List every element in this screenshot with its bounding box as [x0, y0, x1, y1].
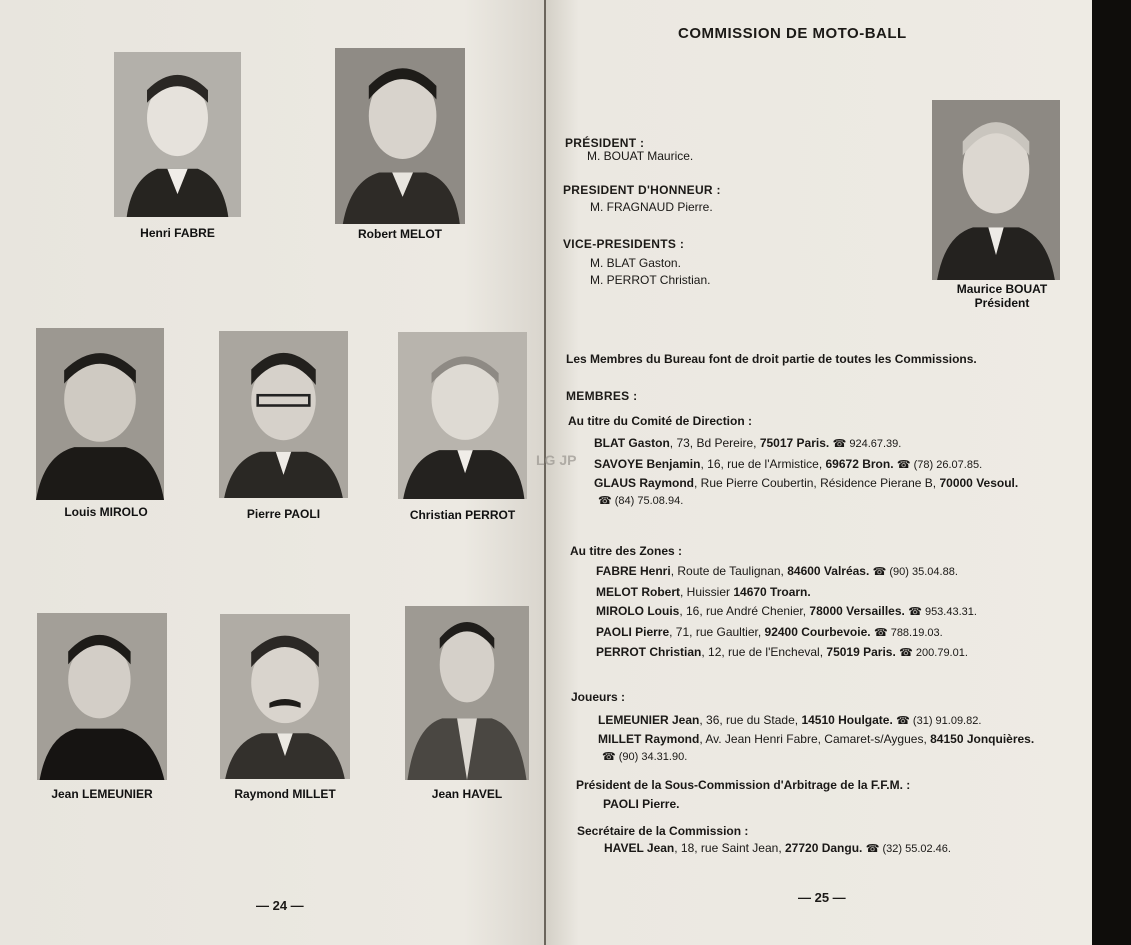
honorary-president-name: M. FRAGNAUD Pierre. — [590, 200, 713, 214]
honorary-president-label: PRESIDENT D'HONNEUR : — [563, 183, 721, 197]
member-phone: ☎ (90) 34.31.90. — [602, 751, 688, 763]
member-line: PAOLI Pierre, 71, rue Gaultier, 92400 Courbevoie. ☎ 788.19.03. — [596, 625, 943, 639]
watermark-logo: LG JP — [536, 452, 577, 468]
members-label: MEMBRES : — [566, 389, 638, 403]
caption-maurice-bouat-name: Maurice BOUAT — [956, 282, 1048, 296]
member-line: BLAT Gaston, 73, Bd Pereire, 75017 Paris. ☎ 924.67.39. — [594, 436, 902, 450]
photo-louis-mirolo — [36, 328, 164, 500]
direction-label: Au titre du Comité de Direction : — [568, 414, 753, 428]
photo-robert-melot — [335, 48, 465, 224]
bureau-note: Les Membres du Bureau font de droit partie de toutes les Commissions. — [566, 352, 977, 366]
member-line: LEMEUNIER Jean, 36, rue du Stade, 14510 Houlgate. ☎ (31) 91.09.82. — [598, 713, 982, 727]
president-name: M. BOUAT Maurice. — [587, 149, 694, 163]
page-number-left: — 24 — — [256, 898, 304, 913]
caption-jean-lemeunier: Jean LEMEUNIER — [51, 787, 153, 801]
secretary-label: Secrétaire de la Commission : — [577, 824, 749, 838]
member-line: SAVOYE Benjamin, 16, rue de l'Armistice, 69672 Bron. ☎ (78) 26.07.85. — [594, 457, 983, 471]
president-label: PRÉSIDENT : — [565, 136, 645, 150]
secretary-line: HAVEL Jean, 18, rue Saint Jean, 27720 Dangu. ☎ (32) 55.02.46. — [604, 841, 951, 855]
photo-jean-havel — [405, 606, 529, 780]
caption-raymond-millet: Raymond MILLET — [234, 787, 336, 801]
caption-maurice-bouat-role: Président — [974, 296, 1030, 310]
caption-jean-havel: Jean HAVEL — [431, 787, 503, 801]
member-line: GLAUS Raymond, Rue Pierre Coubertin, Résidence Pierane B, 70000 Vesoul. — [594, 476, 1019, 490]
photo-jean-lemeunier — [37, 613, 167, 780]
left-page — [0, 0, 546, 945]
caption-louis-mirolo: Louis MIROLO — [64, 505, 148, 519]
member-line: MIROLO Louis, 16, rue André Chenier, 78000 Versailles. ☎ 953.43.31. — [596, 604, 977, 618]
page-number-right: — 25 — — [798, 890, 846, 905]
member-line: MILLET Raymond, Av. Jean Henri Fabre, Camaret-s/Aygues, 84150 Jonquières. — [598, 732, 1035, 746]
vice-presidents-label: VICE-PRESIDENTS : — [563, 237, 685, 251]
member-phone: ☎ (84) 75.08.94. — [598, 495, 684, 507]
zones-label: Au titre des Zones : — [570, 544, 683, 558]
arbitrage-name: PAOLI Pierre. — [603, 797, 680, 811]
photo-pierre-paoli — [219, 331, 348, 498]
caption-robert-melot: Robert MELOT — [358, 227, 442, 241]
players-label: Joueurs : — [571, 690, 626, 704]
photo-christian-perrot — [398, 332, 527, 499]
vice-president-2: M. PERROT Christian. — [590, 273, 711, 287]
caption-christian-perrot: Christian PERROT — [409, 508, 516, 522]
caption-henri-fabre: Henri FABRE — [140, 226, 215, 240]
member-line: FABRE Henri, Route de Taulignan, 84600 Valréas. ☎ (90) 35.04.88. — [596, 564, 958, 578]
photo-raymond-millet — [220, 614, 350, 779]
caption-pierre-paoli: Pierre PAOLI — [246, 507, 321, 521]
member-line: PERROT Christian, 12, rue de l'Encheval, 75019 Paris. ☎ 200.79.01. — [596, 645, 968, 659]
arbitrage-label: Président de la Sous-Commission d'Arbitrage de la F.F.M. : — [576, 778, 911, 792]
photo-maurice-bouat — [932, 100, 1060, 280]
vice-president-1: M. BLAT Gaston. — [590, 256, 681, 270]
photo-henri-fabre — [114, 52, 241, 217]
member-line: MELOT Robert, Huissier 14670 Troarn. — [596, 585, 811, 599]
page-title: COMMISSION DE MOTO-BALL — [678, 25, 907, 42]
